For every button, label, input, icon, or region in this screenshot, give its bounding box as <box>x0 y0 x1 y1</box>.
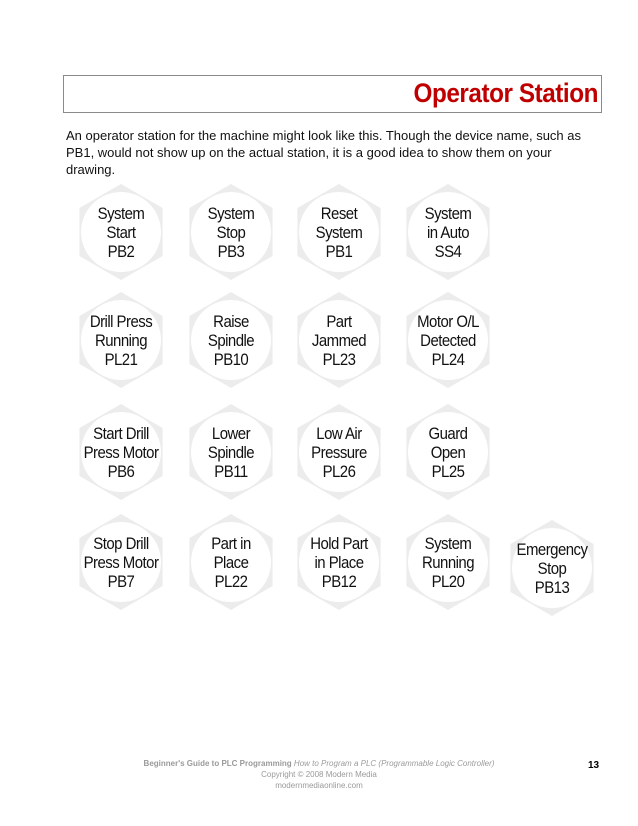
footer-website: modernmediaonline.com <box>275 781 363 790</box>
device-label: System in Auto SS4 <box>424 203 472 261</box>
device-stop-drill-press-motor <box>73 514 169 610</box>
footer-subtitle: How to Program a PLC (Programmable Logic Controller) <box>293 759 495 768</box>
device-system-in-auto <box>400 184 496 280</box>
device-label: Stop Drill Press Motor PB7 <box>83 533 159 591</box>
device-guard-open <box>400 404 496 500</box>
device-start-drill-press-motor <box>73 404 169 500</box>
device-label: Start Drill Press Motor PB6 <box>83 423 159 481</box>
device-label: Reset System PB1 <box>315 203 363 261</box>
device-label: Raise Spindle PB10 <box>207 311 255 369</box>
device-label: System Stop PB3 <box>207 203 255 261</box>
device-hold-part-in-place <box>291 514 387 610</box>
device-low-air-pressure <box>291 404 387 500</box>
device-system-running <box>400 514 496 610</box>
footer-copyright: Copyright © 2008 Modern Media <box>261 770 377 779</box>
device-label: Guard Open PL25 <box>428 423 468 481</box>
device-system-start <box>73 184 169 280</box>
page-footer <box>0 758 638 791</box>
device-label: System Running PL20 <box>421 533 475 591</box>
device-label: Motor O/L Detected PL24 <box>417 311 479 369</box>
device-drill-press-running <box>73 292 169 388</box>
device-part-in-place <box>183 514 279 610</box>
device-label: Hold Part in Place PB12 <box>310 533 368 591</box>
device-raise-spindle <box>183 292 279 388</box>
device-label: Lower Spindle PB11 <box>207 423 255 481</box>
device-label: Drill Press Running PL21 <box>89 311 153 369</box>
device-label: Part Jammed PL23 <box>311 311 367 369</box>
device-label: Emergency Stop PB13 <box>516 539 588 597</box>
device-motor-ol-detected <box>400 292 496 388</box>
intro-paragraph: An operator station for the machine might look like this. Though the device name, such as PB1, would not show up on the actual station, it is a good idea to show them on your drawing. <box>66 128 581 177</box>
device-part-jammed <box>291 292 387 388</box>
device-system-stop <box>183 184 279 280</box>
device-lower-spindle <box>183 404 279 500</box>
page-title: Operator Station <box>413 78 598 108</box>
device-label: System Start PB2 <box>97 203 145 261</box>
device-label: Low Air Pressure PL26 <box>311 423 367 481</box>
device-emergency-stop <box>504 520 600 616</box>
footer-book-title: Beginner's Guide to PLC Programming <box>143 759 292 768</box>
device-label: Part in Place PL22 <box>211 533 251 591</box>
device-reset-system <box>291 184 387 280</box>
page-number: 13 <box>588 760 600 771</box>
